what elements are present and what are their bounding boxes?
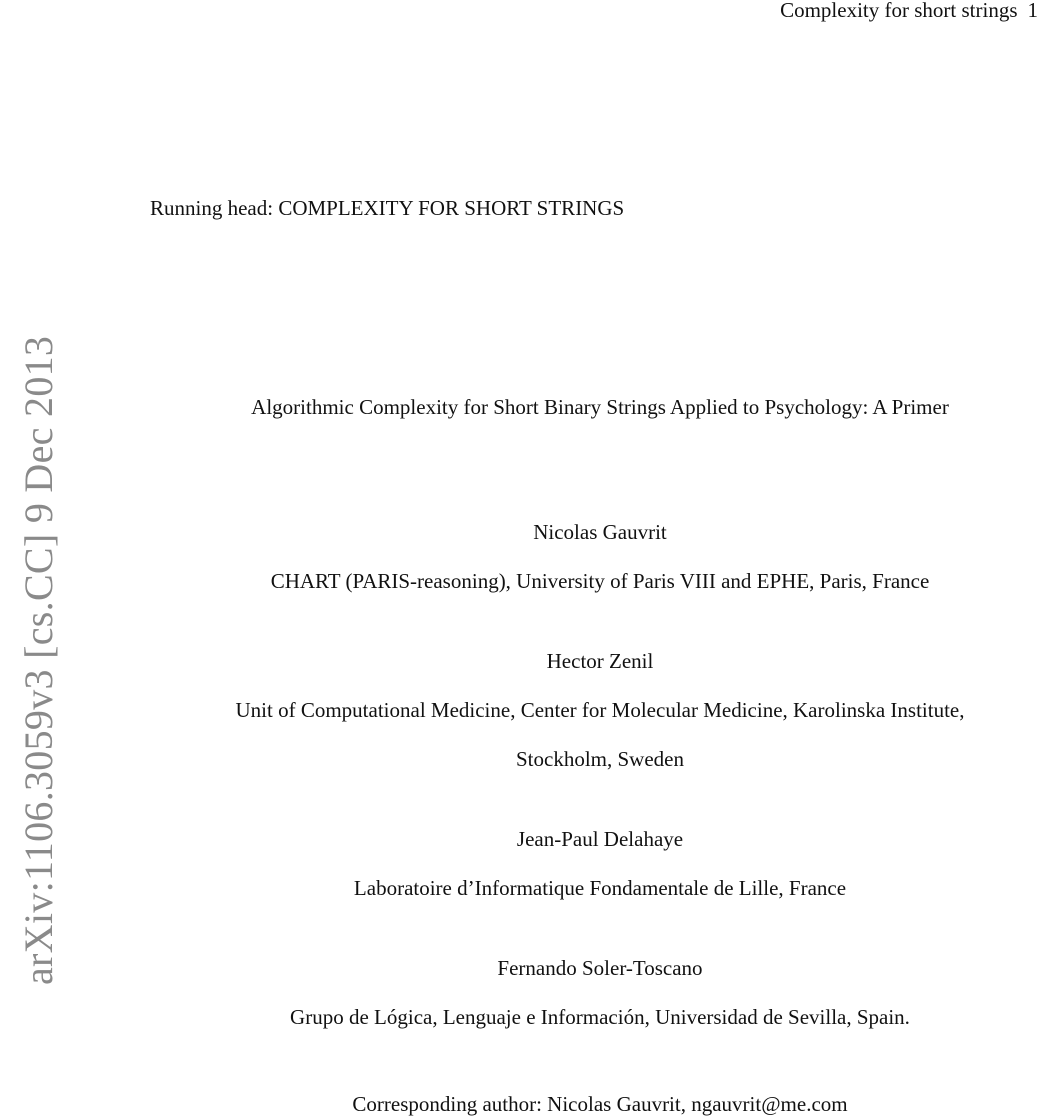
page-header — [780, 0, 1038, 23]
author-name: Nicolas Gauvrit — [533, 520, 667, 544]
author-name: Fernando Soler-Toscano — [497, 956, 703, 980]
author-affiliation: CHART (PARIS-reasoning), University of Paris VIII and EPHE, Paris, France — [270, 569, 930, 593]
author-affiliation: Laboratoire d’Informatique Fondamentale de Lille, France — [353, 876, 847, 900]
author-affiliation: Stockholm, Sweden — [516, 747, 684, 771]
page-number: 1 — [1027, 0, 1038, 22]
running-head: Running head: COMPLEXITY FOR SHORT STRINGS — [150, 196, 625, 220]
author-name: Jean-Paul Delahaye — [516, 827, 684, 851]
corresponding-author: Corresponding author: Nicolas Gauvrit, ngauvrit@me.com — [352, 1092, 848, 1116]
author-name: Hector Zenil — [546, 649, 654, 673]
arxiv-stamp[interactable]: arXiv:1106.3059v3 [cs.CC] 9 Dec 2013 — [16, 335, 61, 985]
paper-title: Algorithmic Complexity for Short Binary Strings Applied to Psychology: A Primer — [251, 395, 949, 419]
header-short-title: Complexity for short strings — [780, 0, 1018, 22]
author-affiliation: Grupo de Lógica, Lenguaje e Información, Universidad de Sevilla, Spain. — [290, 1005, 910, 1029]
author-affiliation: Unit of Computational Medicine, Center for Molecular Medicine, Karolinska Institute, — [235, 698, 965, 722]
